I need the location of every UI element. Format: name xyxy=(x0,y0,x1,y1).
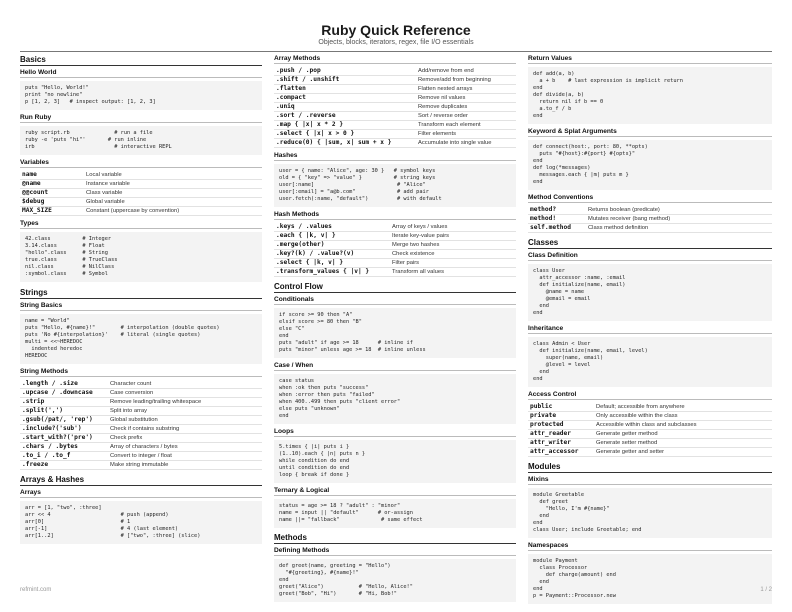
subsection-ternary xyxy=(274,487,516,528)
table-row xyxy=(274,121,516,130)
code-line: while condition do end xyxy=(279,458,350,464)
description-cell: Check existence xyxy=(392,251,435,257)
code-line: module Greetable xyxy=(533,492,585,498)
code-line: HEREDOC xyxy=(25,353,48,359)
section-title-arrays-hashes: Arrays & Hashes xyxy=(20,475,262,486)
description-cell: Remove leading/trailing whitespace xyxy=(110,399,202,405)
description-cell: Instance variable xyxy=(86,181,130,187)
subsection-title: Method Conventions xyxy=(528,194,772,203)
subsection-string-basics xyxy=(20,302,262,364)
syntax-cell: $debug xyxy=(22,198,45,205)
description-cell: Check prefix xyxy=(110,435,143,441)
syntax-cell: attr_reader xyxy=(530,430,571,437)
table-row xyxy=(20,380,262,389)
subsection-variables xyxy=(20,159,262,216)
table-row xyxy=(20,443,262,452)
syntax-cell: .merge(other) xyxy=(276,241,325,248)
page-title: Ruby Quick Reference xyxy=(321,22,471,38)
description-cell: Filter pairs xyxy=(392,260,420,266)
section-title-modules: Modules xyxy=(528,462,772,473)
subsection-string-methods xyxy=(20,368,262,470)
code-line: when :ok then puts "success" xyxy=(279,385,369,391)
description-cell: Array of characters / bytes xyxy=(110,444,178,450)
code-line: loop { break if done } xyxy=(279,472,350,478)
syntax-cell: .select { |x| x > 0 } xyxy=(276,130,355,137)
subsection-title: Ternary & Logical xyxy=(274,487,516,496)
code-line: else puts "unknown" xyxy=(279,406,340,412)
code-line: name = input || "default" # or-assign xyxy=(279,510,413,516)
description-cell: Accessible within class and subclasses xyxy=(596,422,697,428)
table-row xyxy=(20,398,262,407)
syntax-cell: .transform_values { |v| } xyxy=(276,268,370,275)
table-row xyxy=(528,448,772,457)
table-row xyxy=(528,215,772,224)
subsection-hash-methods xyxy=(274,211,516,277)
code-line: arr[0] # 1 xyxy=(25,519,131,525)
code-line: user[:email] = "a@b.com" # add pair xyxy=(279,189,429,195)
code-line: 5.times { |i| puts i } xyxy=(279,444,350,450)
code-line: elsif score >= 80 then "B" xyxy=(279,319,362,325)
code-block xyxy=(528,554,772,604)
subsection-title: Hello World xyxy=(20,69,262,78)
table-row xyxy=(20,452,262,461)
syntax-cell: .strip xyxy=(22,398,45,405)
code-line: until condition do end xyxy=(279,465,350,471)
syntax-cell: attr_writer xyxy=(530,439,571,446)
code-line: @name = name xyxy=(533,289,585,295)
description-cell: Iterate key-value pairs xyxy=(392,233,450,239)
table-row xyxy=(20,189,262,198)
code-block xyxy=(20,501,262,544)
code-line: "#{greeting}, #{name}!" xyxy=(279,570,359,576)
code-line: old = { "key" => "value" } # string keys xyxy=(279,175,436,181)
code-line: super(name, email) xyxy=(533,355,604,361)
code-line: true.class # TrueClass xyxy=(25,257,118,263)
code-block xyxy=(528,264,772,321)
code-line: end xyxy=(279,577,289,583)
table-row xyxy=(274,268,516,277)
section-title-methods: Methods xyxy=(274,533,516,544)
subsection-title: Arrays xyxy=(20,489,262,498)
code-line: @level = level xyxy=(533,362,591,368)
code-line: a.to_f / b xyxy=(533,106,572,112)
syntax-cell: name xyxy=(22,171,37,178)
table-row xyxy=(274,130,516,139)
table-row xyxy=(20,425,262,434)
subsection-return-values xyxy=(528,55,772,124)
table-row xyxy=(528,412,772,421)
table-row xyxy=(20,416,262,425)
syntax-cell: .keys / .values xyxy=(276,223,332,230)
syntax-cell: method! xyxy=(530,215,557,222)
section-title-basics: Basics xyxy=(20,55,262,66)
page-subtitle: Objects, blocks, iterators, regex, file I/O essentials xyxy=(318,39,474,46)
syntax-cell: MAX_SIZE xyxy=(22,207,52,214)
subsection-title: Mixins xyxy=(528,476,772,485)
code-line: module Payment xyxy=(533,558,578,564)
subsection-title: Types xyxy=(20,220,262,229)
subsection-title: Namespaces xyxy=(528,542,772,551)
description-cell: Transform all values xyxy=(392,269,444,275)
syntax-cell: .compact xyxy=(276,94,306,101)
reference-table xyxy=(528,403,772,457)
table-row xyxy=(274,241,516,250)
code-block xyxy=(274,440,516,483)
code-block xyxy=(274,559,516,602)
syntax-cell: .push / .pop xyxy=(276,67,321,74)
code-line: "Hello, I'm #{name}" xyxy=(533,506,610,512)
code-line: end xyxy=(533,85,543,91)
description-cell: Class method definition xyxy=(588,225,649,231)
description-cell: Accumulate into single value xyxy=(418,140,492,146)
description-cell: Filter elements xyxy=(418,131,457,137)
section-title-strings: Strings xyxy=(20,288,262,299)
code-line: status = age >= 18 ? "adult" : "minor" xyxy=(279,503,401,509)
footer-site: refmint.com xyxy=(20,587,52,593)
code-line: ruby -e 'puts "hi"' # run inline xyxy=(25,137,147,143)
code-line: class User xyxy=(533,268,565,274)
syntax-cell: .include?('sub') xyxy=(22,425,82,432)
table-row xyxy=(20,171,262,180)
code-line: def add(a, b) xyxy=(533,71,575,77)
code-line: end xyxy=(533,369,549,375)
code-line: else "C" xyxy=(279,326,305,332)
table-row xyxy=(20,389,262,398)
code-line: messages.each { |m| puts m } xyxy=(533,172,629,178)
description-cell: Only accessible within the class xyxy=(596,413,678,419)
code-line: "hello".class # String xyxy=(25,250,108,256)
subsection-title: Inheritance xyxy=(528,325,772,334)
table-row xyxy=(20,180,262,189)
page-footer xyxy=(20,587,772,593)
code-line: puts "Hello, World!" xyxy=(25,85,89,91)
subsection-keyword-splat xyxy=(528,128,772,190)
code-line: def greet(name, greeting = "Hello") xyxy=(279,563,391,569)
syntax-cell: private xyxy=(530,412,557,419)
description-cell: Add/remove from end xyxy=(418,68,474,74)
code-line: arr[1..2] # ["two", :three] (slice) xyxy=(25,533,201,539)
description-cell: Mutates receiver (bang method) xyxy=(588,216,671,222)
code-block xyxy=(20,126,262,155)
description-cell: Sort / reverse order xyxy=(418,113,468,119)
code-line: end xyxy=(533,579,549,585)
description-cell: Character count xyxy=(110,381,152,387)
code-block xyxy=(528,337,772,387)
subsection-defining-methods xyxy=(274,547,516,602)
subsection-namespaces xyxy=(528,542,772,604)
code-line: puts 'No #{interpolation}' # literal (single quotes) xyxy=(25,332,201,338)
code-line: greet("Bob", "Hi") # "Hi, Bob!" xyxy=(279,591,397,597)
syntax-cell: @@count xyxy=(22,189,49,196)
code-line: end xyxy=(533,158,543,164)
code-line: end xyxy=(533,303,549,309)
table-row xyxy=(528,439,772,448)
code-line: multi = <<~HEREDOC xyxy=(25,339,83,345)
code-block xyxy=(274,308,516,358)
code-block xyxy=(274,499,516,528)
table-row xyxy=(20,407,262,416)
syntax-cell: @name xyxy=(22,180,41,187)
code-line: 42.class # Integer xyxy=(25,236,112,242)
code-line: puts "Hello, #{name}!" # interpolation (double quotes) xyxy=(25,325,220,331)
column-1 xyxy=(20,55,262,548)
code-line: indented heredoc xyxy=(25,346,83,352)
subsection-title: Hashes xyxy=(274,152,516,161)
footer-page-number: 1 / 2 xyxy=(760,587,772,593)
table-row xyxy=(274,223,516,232)
reference-table xyxy=(20,380,262,470)
description-cell: Class variable xyxy=(86,190,123,196)
description-cell: Generate getter and setter xyxy=(596,449,664,455)
code-line: end xyxy=(279,333,289,339)
subsection-title: Conditionals xyxy=(274,296,516,305)
syntax-cell: .length / .size xyxy=(22,380,78,387)
subsection-arrays xyxy=(20,489,262,544)
code-line: 3.14.class # Float xyxy=(25,243,105,249)
syntax-cell: .sort / .reverse xyxy=(276,112,336,119)
table-row xyxy=(20,207,262,216)
code-line: return nil if b == 0 xyxy=(533,99,604,105)
code-line: def divide(a, b) xyxy=(533,92,585,98)
code-line: if score >= 90 then "A" xyxy=(279,312,353,318)
code-line: arr << 4 # push (append) xyxy=(25,512,169,518)
code-line: end xyxy=(533,376,543,382)
syntax-cell: .uniq xyxy=(276,103,295,110)
syntax-cell: .map { |x| x * 2 } xyxy=(276,121,344,128)
code-line: arr[-1] # 4 (last element) xyxy=(25,526,179,532)
code-line: end xyxy=(279,413,289,419)
description-cell: Array of keys / values xyxy=(392,224,448,230)
syntax-cell: .key?(k) / .value?(v) xyxy=(276,250,355,257)
subsection-title: Defining Methods xyxy=(274,547,516,556)
description-cell: Global variable xyxy=(86,199,125,205)
syntax-cell: .reduce(0) { |sum, x| sum + x } xyxy=(276,139,392,146)
table-row xyxy=(274,232,516,241)
code-line: @email = email xyxy=(533,296,591,302)
table-row xyxy=(274,139,516,148)
subsection-title: String Methods xyxy=(20,368,262,377)
syntax-cell: .each { |k, v| } xyxy=(276,232,336,239)
subsection-array-methods xyxy=(274,55,516,148)
description-cell: Merge two hashes xyxy=(392,242,440,248)
description-cell: Remove nil values xyxy=(418,95,466,101)
code-block xyxy=(20,314,262,364)
section-title-control-flow: Control Flow xyxy=(274,282,516,293)
code-line: :symbol.class # Symbol xyxy=(25,271,108,277)
page-header xyxy=(0,22,792,46)
code-line: class Admin < User xyxy=(533,341,591,347)
code-line: name = "World" xyxy=(25,318,70,324)
code-line: user.fetch(:name, "default") # with default xyxy=(279,196,442,202)
table-row xyxy=(274,67,516,76)
code-line: attr_accessor :name, :email xyxy=(533,275,626,281)
description-cell: Make string immutable xyxy=(110,462,169,468)
code-line: user[:name] # "Alice" xyxy=(279,182,426,188)
description-cell: Remove/add from beginning xyxy=(418,77,491,83)
table-row xyxy=(528,403,772,412)
subsection-types xyxy=(20,220,262,282)
syntax-cell: .to_i / .to_f xyxy=(22,452,71,459)
code-line: when :error then puts "failed" xyxy=(279,392,375,398)
syntax-cell: .flatten xyxy=(276,85,306,92)
code-line: nil.class # NilClass xyxy=(25,264,115,270)
code-block xyxy=(528,488,772,538)
code-line: end xyxy=(533,113,543,119)
table-row xyxy=(20,198,262,207)
subsection-access-control xyxy=(528,391,772,457)
table-row xyxy=(274,259,516,268)
description-cell: Transform each element xyxy=(418,122,481,128)
code-line: greet("Alice") # "Hello, Alice!" xyxy=(279,584,413,590)
reference-table xyxy=(274,223,516,277)
code-line: def greet xyxy=(533,499,569,505)
code-block xyxy=(528,67,772,124)
description-cell: Case conversion xyxy=(110,390,154,396)
subsection-title: Run Ruby xyxy=(20,114,262,123)
subsection-case-when xyxy=(274,362,516,424)
code-block xyxy=(20,232,262,282)
section-title-classes: Classes xyxy=(528,238,772,249)
code-line: puts "minor" unless age >= 18 # inline unless xyxy=(279,347,426,353)
subsection-loops xyxy=(274,428,516,483)
code-line: class Processor xyxy=(533,565,588,571)
code-block xyxy=(528,140,772,190)
syntax-cell: .upcase / .downcase xyxy=(22,389,93,396)
syntax-cell: attr_accessor xyxy=(530,448,579,455)
table-row xyxy=(528,206,772,215)
table-row xyxy=(528,421,772,430)
syntax-cell: method? xyxy=(530,206,557,213)
reference-table xyxy=(274,67,516,148)
syntax-cell: .select { |k, v| } xyxy=(276,259,344,266)
description-cell: Generate getter method xyxy=(596,431,658,437)
code-line: irb # interactive REPL xyxy=(25,144,172,150)
code-line: case status xyxy=(279,378,315,384)
code-line: (1..10).each { |n| puts n } xyxy=(279,451,366,457)
code-line: class User; include Greetable; end xyxy=(533,527,642,533)
code-line: def connect(host:, port: 80, **opts) xyxy=(533,144,648,150)
reference-table xyxy=(528,206,772,233)
code-line: ruby script.rb # run a file xyxy=(25,130,153,136)
subsection-title: Access Control xyxy=(528,391,772,400)
subsection-title: String Basics xyxy=(20,302,262,311)
syntax-cell: protected xyxy=(530,421,564,428)
column-3 xyxy=(528,55,772,608)
code-line: arr = [1, "two", :three] xyxy=(25,505,102,511)
syntax-cell: .chars / .bytes xyxy=(22,443,78,450)
subsection-title: Keyword & Splat Arguments xyxy=(528,128,772,137)
description-cell: Generate setter method xyxy=(596,440,658,446)
subsection-title: Return Values xyxy=(528,55,772,64)
syntax-cell: self.method xyxy=(530,224,571,231)
description-cell: Convert to integer / float xyxy=(110,453,172,459)
code-block xyxy=(274,164,516,207)
subsection-method-conventions xyxy=(528,194,772,233)
subsection-title: Loops xyxy=(274,428,516,437)
header-divider xyxy=(20,51,772,52)
subsection-mixins xyxy=(528,476,772,538)
table-row xyxy=(274,76,516,85)
table-row xyxy=(274,103,516,112)
subsection-hello-world xyxy=(20,69,262,110)
syntax-cell: .start_with?('pre') xyxy=(22,434,93,441)
table-row xyxy=(274,112,516,121)
description-cell: Returns boolean (predicate) xyxy=(588,207,660,213)
code-line: def log(*messages) xyxy=(533,165,591,171)
table-row xyxy=(20,434,262,443)
subsection-title: Variables xyxy=(20,159,262,168)
code-line: end xyxy=(533,310,543,316)
code-line: end xyxy=(533,520,543,526)
code-line: puts "adult" if age >= 18 # inline if xyxy=(279,340,413,346)
code-line: puts "#{host}:#{port} #{opts}" xyxy=(533,151,636,157)
subsection-class-definition xyxy=(528,252,772,321)
subsection-title: Class Definition xyxy=(528,252,772,261)
code-block xyxy=(274,374,516,424)
table-row xyxy=(274,85,516,94)
description-cell: Check if contains substring xyxy=(110,426,180,432)
description-cell: Default; accessible from anywhere xyxy=(596,404,685,410)
code-line: end xyxy=(533,586,543,592)
syntax-cell: .shift / .unshift xyxy=(276,76,340,83)
column-2 xyxy=(274,55,516,606)
table-row xyxy=(528,430,772,439)
subsection-hashes xyxy=(274,152,516,207)
description-cell: Global substitution xyxy=(110,417,158,423)
description-cell: Split into array xyxy=(110,408,148,414)
subsection-title: Hash Methods xyxy=(274,211,516,220)
table-row xyxy=(274,94,516,103)
table-row xyxy=(20,461,262,470)
subsection-run-ruby xyxy=(20,114,262,155)
code-line: name ||= "fallback" # same effect xyxy=(279,517,423,523)
syntax-cell: .freeze xyxy=(22,461,49,468)
code-line: when 400..499 then puts "client error" xyxy=(279,399,401,405)
reference-table xyxy=(20,171,262,216)
subsection-conditionals xyxy=(274,296,516,358)
code-line: p [1, 2, 3] # inspect output: [1, 2, 3] xyxy=(25,99,156,105)
description-cell: Remove duplicates xyxy=(418,104,468,110)
code-block xyxy=(20,81,262,110)
syntax-cell: .gsub(/pat/, 'rep') xyxy=(22,416,93,423)
code-line: user = { name: "Alice", age: 30 } # symbol keys xyxy=(279,168,436,174)
table-row xyxy=(528,224,772,233)
code-line: p = Payment::Processor.new xyxy=(533,593,616,599)
code-line: a + b # last expression is implicit return xyxy=(533,78,683,84)
code-line: end xyxy=(533,179,543,185)
description-cell: Constant (uppercase by convention) xyxy=(86,208,180,214)
code-line: def charge(amount) end xyxy=(533,572,616,578)
subsection-title: Case / When xyxy=(274,362,516,371)
subsection-title: Array Methods xyxy=(274,55,516,64)
description-cell: Local variable xyxy=(86,172,122,178)
syntax-cell: .split(',') xyxy=(22,407,63,414)
description-cell: Flatten nested arrays xyxy=(418,86,473,92)
table-row xyxy=(274,250,516,259)
code-line: end xyxy=(533,513,549,519)
code-line: def initialize(name, email) xyxy=(533,282,626,288)
code-line: print "no newline" xyxy=(25,92,83,98)
subsection-inheritance xyxy=(528,325,772,387)
code-line: def initialize(name, email, level) xyxy=(533,348,648,354)
syntax-cell: public xyxy=(530,403,553,410)
